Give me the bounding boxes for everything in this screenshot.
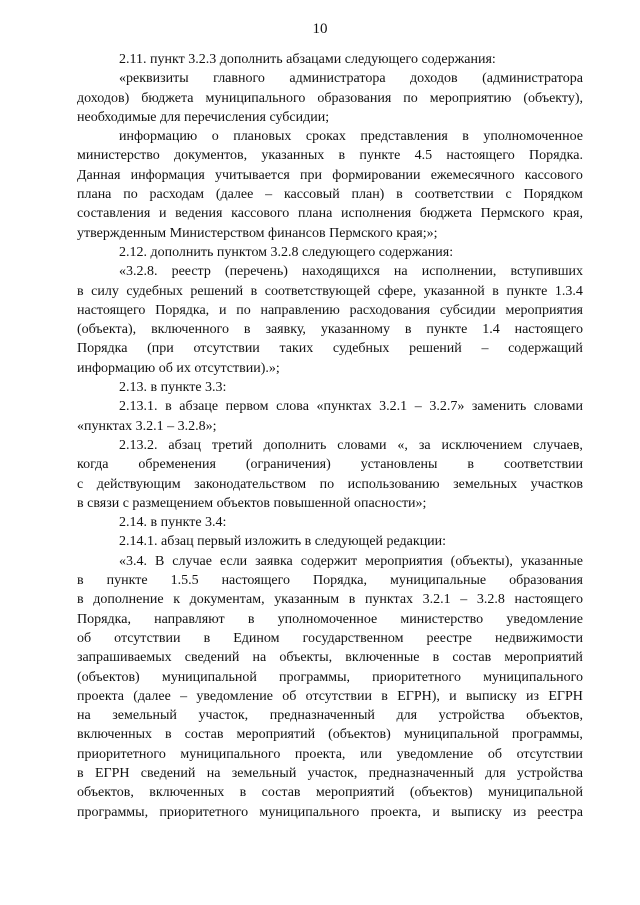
text-line: доходов) бюджета муниципального образования по мероприятию (объекту), [77, 90, 583, 106]
text-line: плана по расходам (далее – кассовый план) в соответствии с Порядком [77, 187, 583, 203]
text-line: 2.13. в пункте 3.3: [119, 380, 227, 396]
text-line: министерство документов, указанных в пункте 4.5 настоящего Порядка. [77, 148, 583, 164]
text-line: в дополнение к документам, указанным в пунктах 3.2.1 – 3.2.8 настоящего [77, 592, 583, 608]
text-line: в пункте 1.5.5 настоящего Порядка, муниципальные образования [77, 573, 583, 589]
text-line: необходимые для перечисления субсидии; [77, 109, 330, 125]
text-line: «3.2.8. реестр (перечень) находящихся на исполнении, вступивших [119, 264, 583, 280]
text-line: об отсутствии в Едином государственном реестре недвижимости [77, 630, 583, 646]
text-line: (объекта), включенного в заявку, указанному в пункте 1.4 настоящего [77, 322, 583, 338]
text-line: в связи с размещением объектов повышенной опасности»; [77, 495, 427, 511]
text-line: составления и ведения кассового плана исполнения бюджета Пермского края, [77, 206, 583, 222]
text-line: в силу судебных решений в соответствующей сфере, указанной в пункте 1.3.4 [77, 283, 583, 299]
text-line: Порядка, направляют в уполномоченное министерство уведомление [77, 611, 583, 627]
text-line: «3.4. В случае если заявка содержит мероприятия (объекты), указанные [119, 553, 583, 569]
text-line: на земельный участок, предназначенный для устройства объектов, [77, 708, 583, 724]
text-line: (объектов) муниципальной программы, приоритетного муниципального [77, 669, 583, 685]
text-line: Данная информация учитывается при формировании ежемесячного кассового [77, 167, 583, 183]
text-line: когда обременения (ограничения) установлены в соответствии [77, 457, 583, 473]
text-line: приоритетного муниципального проекта, или уведомление об отсутствии [77, 746, 583, 762]
text-line: информацию об их отсутствии).»; [77, 360, 280, 376]
text-line: Порядка (при отсутствии таких судебных решений – содержащий [77, 341, 583, 357]
text-line: 2.13.1. в абзаце первом слова «пунктах 3.2.1 – 3.2.7» заменить словами [119, 399, 583, 415]
text-line: «пунктах 3.2.1 – 3.2.8»; [77, 418, 217, 434]
text-line: 2.11. пункт 3.2.3 дополнить абзацами следующего содержания: [119, 52, 496, 67]
document-body [77, 50, 583, 822]
text-line: проекта (далее – уведомление об отсутствии в ЕГРН), и выписку из ЕГРН [77, 688, 583, 704]
text-line: информацию о плановых сроках представления в уполномоченное [119, 129, 583, 145]
text-line: включенных в состав мероприятий (объектов) муниципальной программы, [77, 727, 583, 743]
page-number: 10 [312, 21, 328, 37]
text-line: запрашиваемых сведений на объекты, включенные в состав мероприятий [77, 650, 583, 666]
text-line: программы, приоритетного муниципального проекта, и выписку из реестра [77, 804, 583, 820]
text-line: в ЕГРН сведений на земельный участок, предназначенный для устройства [77, 765, 583, 781]
text-line: настоящего Порядка, и по направлению расходования субсидии мероприятия [77, 302, 583, 318]
text-line: объектов, включенных в состав мероприятий (объектов) муниципальной [77, 785, 583, 801]
text-line: «реквизиты главного администратора доходов (администратора [119, 71, 583, 87]
text-line: 2.14.1. абзац первый изложить в следующей редакции: [119, 534, 447, 550]
text-line: 2.13.2. абзац третий дополнить словами «, за исключением случаев, [119, 437, 583, 453]
text-line: утвержденным Министерством финансов Пермского края;»; [77, 225, 438, 241]
text-line: 2.12. дополнить пунктом 3.2.8 следующего содержания: [119, 244, 454, 260]
text-line: 2.14. в пункте 3.4: [119, 515, 227, 531]
text-line: с действующим законодательством по использованию земельных участков [77, 476, 583, 492]
